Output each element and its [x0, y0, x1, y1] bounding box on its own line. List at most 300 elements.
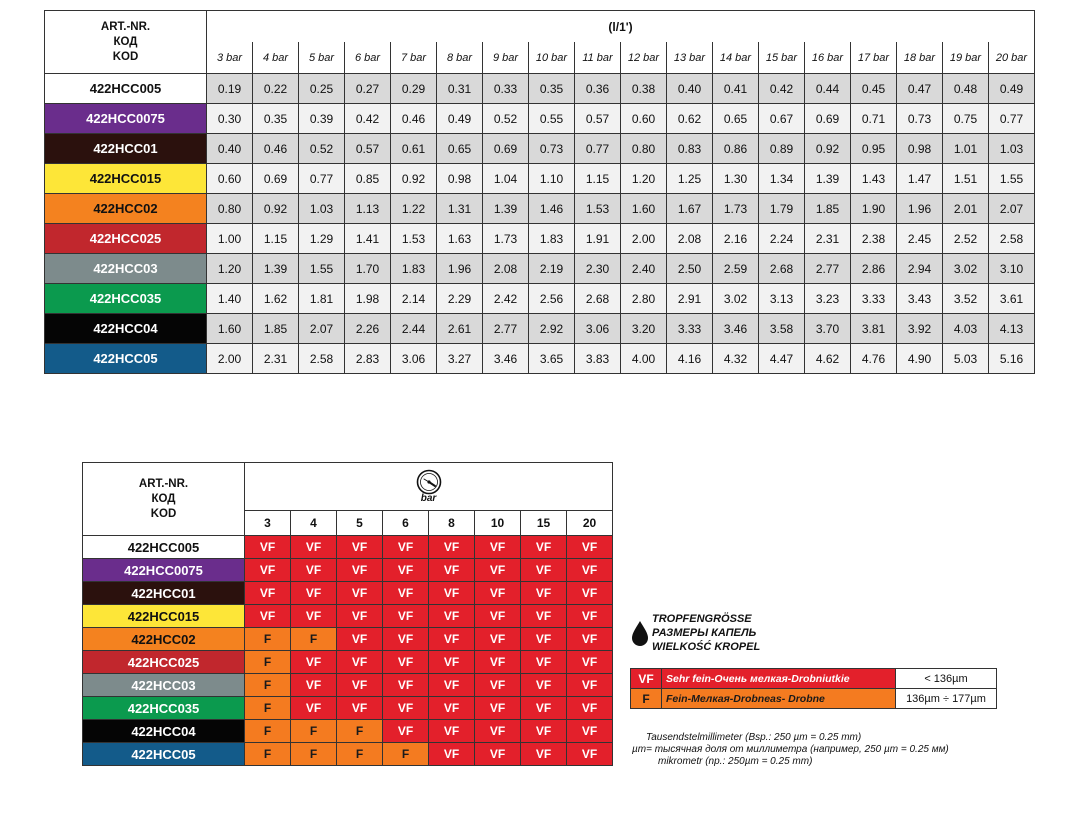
drop-size-cell: VF: [567, 651, 613, 674]
drop-size-cell: VF: [521, 628, 567, 651]
flow-value: 1.10: [529, 164, 575, 194]
drop-size-cell: VF: [429, 559, 475, 582]
flow-value: 0.31: [437, 74, 483, 104]
table-row: [45, 194, 1035, 224]
flow-value: 2.00: [621, 224, 667, 254]
flow-value: 2.07: [989, 194, 1035, 224]
flow-value: 2.56: [529, 284, 575, 314]
table-row: [83, 536, 613, 559]
flow-value: 2.58: [299, 344, 345, 374]
flow-value: 4.90: [897, 344, 943, 374]
drop-size-cell: VF: [383, 720, 429, 743]
table-row: [45, 74, 1035, 104]
drop-size-cell: F: [291, 743, 337, 766]
table-row: [45, 254, 1035, 284]
nozzle-code: 422HCC0075: [45, 104, 207, 134]
flow-value: 0.49: [989, 74, 1035, 104]
flow-value: 1.22: [391, 194, 437, 224]
flow-value: 2.58: [989, 224, 1035, 254]
drop-size-cell: F: [245, 720, 291, 743]
flow-value: 3.61: [989, 284, 1035, 314]
pressure-header: 13 bar: [667, 42, 713, 74]
flow-value: 3.70: [805, 314, 851, 344]
flow-value: 3.02: [943, 254, 989, 284]
gauge-unit-label: bar: [420, 492, 437, 504]
drop-size-cell: VF: [429, 720, 475, 743]
flow-value: 0.65: [713, 104, 759, 134]
flow-value: 0.92: [391, 164, 437, 194]
flow-value: 2.61: [437, 314, 483, 344]
table-row: [83, 559, 613, 582]
pressure-header: 5 bar: [299, 42, 345, 74]
flow-unit-header: (l/1'): [207, 11, 1035, 43]
flow-value: 0.71: [851, 104, 897, 134]
flow-value: 1.15: [253, 224, 299, 254]
pressure-header: 4: [291, 510, 337, 535]
pressure-header: 20: [567, 510, 613, 535]
flow-value: 1.79: [759, 194, 805, 224]
flow-value: 0.27: [345, 74, 391, 104]
drop-size-cell: VF: [567, 536, 613, 559]
flow-value: 3.58: [759, 314, 805, 344]
flow-value: 0.60: [207, 164, 253, 194]
table-row: [45, 344, 1035, 374]
flow-value: 4.47: [759, 344, 805, 374]
drop-size-cell: VF: [245, 536, 291, 559]
flow-value: 1.96: [437, 254, 483, 284]
flow-value: 2.24: [759, 224, 805, 254]
flow-value: 0.46: [253, 134, 299, 164]
pressure-header: 6 bar: [345, 42, 391, 74]
flow-value: 1.60: [207, 314, 253, 344]
drop-size-cell: VF: [337, 605, 383, 628]
flow-table-body: [45, 74, 1035, 374]
flow-value: 4.62: [805, 344, 851, 374]
flow-value: 4.32: [713, 344, 759, 374]
flow-value: 3.65: [529, 344, 575, 374]
code-header-line: КОД: [113, 35, 138, 48]
flow-value: 2.45: [897, 224, 943, 254]
flow-value: 2.19: [529, 254, 575, 284]
flow-value: 1.46: [529, 194, 575, 224]
flow-value: 1.04: [483, 164, 529, 194]
drop-size-cell: VF: [567, 582, 613, 605]
pressure-header: 9 bar: [483, 42, 529, 74]
flow-value: 0.35: [529, 74, 575, 104]
flow-value: 2.83: [345, 344, 391, 374]
flow-value: 0.92: [253, 194, 299, 224]
flow-value: 0.25: [299, 74, 345, 104]
flow-value: 0.44: [805, 74, 851, 104]
drop-size-cell: VF: [475, 628, 521, 651]
flow-value: 1.85: [253, 314, 299, 344]
drop-size-cell: VF: [429, 536, 475, 559]
drop-size-cell: VF: [383, 536, 429, 559]
flow-value: 1.25: [667, 164, 713, 194]
flow-value: 2.16: [713, 224, 759, 254]
nozzle-code: 422HCC005: [83, 536, 245, 559]
drop-size-cell: VF: [429, 651, 475, 674]
nozzle-code: 422HCC035: [83, 697, 245, 720]
code-header-line: ART.-NR.: [100, 20, 151, 33]
drop-size-cell: VF: [475, 536, 521, 559]
table-row: [45, 104, 1035, 134]
flow-value: 1.00: [207, 224, 253, 254]
flow-value: 2.14: [391, 284, 437, 314]
drop-size-cell: VF: [429, 582, 475, 605]
nozzle-code: 422HCC01: [45, 134, 207, 164]
flow-value: 1.01: [943, 134, 989, 164]
note-line: µm= тысячная доля от миллиметра (например, 250 µm = 0.25 мм): [632, 744, 949, 755]
nozzle-code: 422HCC0075: [83, 559, 245, 582]
drop-size-cell: F: [245, 697, 291, 720]
table-row: [45, 134, 1035, 164]
drop-size-cell: VF: [521, 605, 567, 628]
flow-value: 1.55: [989, 164, 1035, 194]
flow-value: 0.52: [483, 104, 529, 134]
flow-value: 0.69: [483, 134, 529, 164]
drop-size-cell: VF: [337, 628, 383, 651]
flow-value: 0.75: [943, 104, 989, 134]
table-row: [83, 674, 613, 697]
flow-value: 0.41: [713, 74, 759, 104]
flow-value: 0.73: [897, 104, 943, 134]
drop-size-cell: VF: [429, 628, 475, 651]
flow-value: 0.85: [345, 164, 391, 194]
drop-size-cell: VF: [567, 559, 613, 582]
nozzle-code: 422HCC025: [45, 224, 207, 254]
flow-value: 1.51: [943, 164, 989, 194]
flow-value: 1.60: [621, 194, 667, 224]
flow-value: 2.92: [529, 314, 575, 344]
legend-title-line: WIELKOŚĆ KROPEL: [652, 641, 761, 653]
table-row: [83, 605, 613, 628]
flow-value: 0.42: [345, 104, 391, 134]
flow-value: 3.13: [759, 284, 805, 314]
drop-size-cell: VF: [521, 651, 567, 674]
table-row: [83, 697, 613, 720]
flow-value: 2.52: [943, 224, 989, 254]
micrometer-note: [632, 732, 949, 768]
flow-value: 1.03: [299, 194, 345, 224]
drop-size-cell: VF: [475, 697, 521, 720]
drop-size-cell: F: [245, 651, 291, 674]
drop-size-cell: VF: [383, 697, 429, 720]
flow-value: 0.69: [253, 164, 299, 194]
flow-value: 1.81: [299, 284, 345, 314]
drop-size-cell: VF: [521, 720, 567, 743]
flow-value: 4.13: [989, 314, 1035, 344]
flow-value: 3.06: [575, 314, 621, 344]
table-row: [83, 720, 613, 743]
flow-value: 0.38: [621, 74, 667, 104]
drop-size-cell: VF: [521, 582, 567, 605]
flow-value: 4.16: [667, 344, 713, 374]
flow-value: 2.08: [483, 254, 529, 284]
flow-value: 3.46: [713, 314, 759, 344]
nozzle-code: 422HCC01: [83, 582, 245, 605]
flow-value: 0.52: [299, 134, 345, 164]
drop-size-cell: VF: [429, 697, 475, 720]
legend-title-line: РАЗМЕРЫ КАПЕЛЬ: [652, 627, 757, 639]
flow-value: 1.73: [483, 224, 529, 254]
flow-value: 0.69: [805, 104, 851, 134]
drop-size-cell: F: [245, 743, 291, 766]
flow-value: 1.15: [575, 164, 621, 194]
pressure-header: 14 bar: [713, 42, 759, 74]
legend-description: Fein-Мелкая-Drobneas- Drobne: [662, 689, 896, 709]
flow-value: 0.73: [529, 134, 575, 164]
flow-value: 1.73: [713, 194, 759, 224]
flow-value: 2.59: [713, 254, 759, 284]
drop-size-cell: VF: [337, 651, 383, 674]
flow-value: 2.68: [575, 284, 621, 314]
drop-size-cell: F: [383, 743, 429, 766]
code-column-header: [45, 11, 207, 74]
flow-value: 1.30: [713, 164, 759, 194]
flow-value: 2.80: [621, 284, 667, 314]
drop-size-cell: VF: [475, 674, 521, 697]
pressure-header: 18 bar: [897, 42, 943, 74]
flow-value: 1.96: [897, 194, 943, 224]
drop-size-cell: VF: [521, 697, 567, 720]
flow-value: 0.19: [207, 74, 253, 104]
flow-value: 0.30: [207, 104, 253, 134]
drop-table-body: [83, 536, 613, 766]
drop-size-cell: VF: [475, 720, 521, 743]
water-drop-icon: [630, 620, 650, 646]
drop-size-cell: VF: [475, 559, 521, 582]
flow-value: 0.47: [897, 74, 943, 104]
flow-rate-table: [44, 10, 1035, 374]
nozzle-code: 422HCC05: [83, 743, 245, 766]
code-column-header: [83, 463, 245, 536]
flow-value: 3.83: [575, 344, 621, 374]
pressure-header: 5: [337, 510, 383, 535]
drop-size-cell: VF: [429, 605, 475, 628]
legend-range: 136µm ÷ 177µm: [896, 689, 997, 709]
flow-value: 3.20: [621, 314, 667, 344]
flow-value: 2.08: [667, 224, 713, 254]
pressure-header: 20 bar: [989, 42, 1035, 74]
drop-size-cell: F: [291, 720, 337, 743]
flow-value: 2.38: [851, 224, 897, 254]
flow-value: 4.03: [943, 314, 989, 344]
flow-value: 0.46: [391, 104, 437, 134]
flow-value: 0.36: [575, 74, 621, 104]
flow-value: 0.33: [483, 74, 529, 104]
drop-size-cell: VF: [475, 651, 521, 674]
nozzle-code: 422HCC02: [83, 628, 245, 651]
flow-value: 0.62: [667, 104, 713, 134]
flow-value: 2.26: [345, 314, 391, 344]
flow-value: 1.43: [851, 164, 897, 194]
legend-abbr: F: [631, 689, 662, 709]
flow-value: 2.07: [299, 314, 345, 344]
flow-value: 2.40: [621, 254, 667, 284]
flow-value: 0.22: [253, 74, 299, 104]
table-row: [45, 224, 1035, 254]
drop-size-cell: F: [337, 720, 383, 743]
drop-size-cell: F: [291, 628, 337, 651]
table-row: [83, 582, 613, 605]
drop-size-cell: VF: [429, 674, 475, 697]
code-header-line: КОД: [151, 492, 176, 505]
drop-size-cell: VF: [383, 628, 429, 651]
flow-value: 1.90: [851, 194, 897, 224]
flow-value: 0.55: [529, 104, 575, 134]
nozzle-code: 422HCC015: [45, 164, 207, 194]
nozzle-code: 422HCC02: [45, 194, 207, 224]
note-line: Tausendstelmillimeter (Bsp.: 250 µm = 0.25 mm): [646, 732, 862, 743]
drop-size-cell: VF: [475, 743, 521, 766]
flow-value: 0.77: [575, 134, 621, 164]
nozzle-code: 422HCC035: [45, 284, 207, 314]
flow-value: 1.20: [207, 254, 253, 284]
drop-size-cell: VF: [567, 743, 613, 766]
flow-value: 4.76: [851, 344, 897, 374]
flow-value: 0.67: [759, 104, 805, 134]
flow-value: 0.57: [345, 134, 391, 164]
flow-value: 1.85: [805, 194, 851, 224]
pressure-header: 16 bar: [805, 42, 851, 74]
drop-size-cell: VF: [245, 605, 291, 628]
flow-value: 1.31: [437, 194, 483, 224]
nozzle-code: 422HCC04: [83, 720, 245, 743]
pressure-header: 3 bar: [207, 42, 253, 74]
flow-value: 1.62: [253, 284, 299, 314]
flow-value: 0.65: [437, 134, 483, 164]
drop-size-cell: VF: [383, 559, 429, 582]
drop-size-cell: VF: [245, 582, 291, 605]
drop-size-cell: VF: [567, 605, 613, 628]
flow-value: 1.53: [575, 194, 621, 224]
flow-value: 3.33: [667, 314, 713, 344]
flow-value: 0.98: [897, 134, 943, 164]
drop-size-cell: VF: [291, 559, 337, 582]
flow-value: 3.10: [989, 254, 1035, 284]
flow-value: 3.33: [851, 284, 897, 314]
flow-value: 1.40: [207, 284, 253, 314]
drop-size-cell: VF: [567, 674, 613, 697]
flow-value: 0.35: [253, 104, 299, 134]
flow-value: 1.53: [391, 224, 437, 254]
flow-value: 3.52: [943, 284, 989, 314]
code-header-line: KOD: [112, 50, 139, 63]
drop-size-cell: VF: [383, 651, 429, 674]
drop-size-cell: VF: [429, 743, 475, 766]
pressure-header: 4 bar: [253, 42, 299, 74]
drop-size-cell: VF: [567, 720, 613, 743]
flow-value: 1.13: [345, 194, 391, 224]
flow-value: 5.03: [943, 344, 989, 374]
drop-size-cell: VF: [291, 697, 337, 720]
drop-size-legend-title: [630, 612, 760, 654]
drop-size-cell: VF: [291, 582, 337, 605]
flow-value: 1.41: [345, 224, 391, 254]
drop-size-cell: VF: [245, 559, 291, 582]
pressure-header: 7 bar: [391, 42, 437, 74]
table-row: [45, 314, 1035, 344]
flow-value: 0.86: [713, 134, 759, 164]
drop-size-cell: VF: [337, 674, 383, 697]
nozzle-code: 422HCC005: [45, 74, 207, 104]
legend-row-f: [631, 689, 997, 709]
flow-value: 0.83: [667, 134, 713, 164]
pressure-header: 19 bar: [943, 42, 989, 74]
pressure-gauge-icon: [416, 469, 442, 495]
nozzle-code: 422HCC015: [83, 605, 245, 628]
drop-size-cell: VF: [291, 674, 337, 697]
table-row: [83, 743, 613, 766]
table-row: [45, 284, 1035, 314]
drop-size-cell: VF: [521, 674, 567, 697]
pressure-header: 3: [245, 510, 291, 535]
flow-value: 0.92: [805, 134, 851, 164]
pressure-header: 10 bar: [529, 42, 575, 74]
legend-abbr: VF: [631, 669, 662, 689]
flow-value: 2.77: [483, 314, 529, 344]
flow-value: 2.86: [851, 254, 897, 284]
flow-value: 2.50: [667, 254, 713, 284]
flow-value: 1.39: [253, 254, 299, 284]
legend-title-line: TROPFENGRÖSSE: [652, 613, 752, 625]
flow-value: 2.01: [943, 194, 989, 224]
drop-size-cell: VF: [475, 582, 521, 605]
drop-size-cell: VF: [291, 651, 337, 674]
pressure-header: 15: [521, 510, 567, 535]
flow-value: 1.29: [299, 224, 345, 254]
pressure-header: 8: [429, 510, 475, 535]
flow-value: 2.44: [391, 314, 437, 344]
legend-range: < 136µm: [896, 669, 997, 689]
nozzle-code: 422HCC03: [45, 254, 207, 284]
flow-value: 2.68: [759, 254, 805, 284]
flow-value: 1.63: [437, 224, 483, 254]
drop-size-legend: [630, 668, 997, 709]
drop-size-cell: VF: [383, 605, 429, 628]
nozzle-code: 422HCC04: [45, 314, 207, 344]
flow-value: 2.31: [253, 344, 299, 374]
drop-size-cell: F: [245, 628, 291, 651]
drop-size-cell: VF: [291, 536, 337, 559]
flow-value: 0.39: [299, 104, 345, 134]
legend-description: Sehr fein-Очень мелкая-Drobniutkie: [662, 669, 896, 689]
drop-size-cell: VF: [337, 697, 383, 720]
drop-size-cell: VF: [383, 582, 429, 605]
flow-value: 2.94: [897, 254, 943, 284]
drop-size-cell: VF: [383, 674, 429, 697]
flow-value: 0.29: [391, 74, 437, 104]
flow-value: 1.39: [805, 164, 851, 194]
flow-value: 0.98: [437, 164, 483, 194]
note-line: mikrometr (np.: 250µm = 0.25 mm): [658, 756, 813, 767]
flow-value: 0.42: [759, 74, 805, 104]
flow-value: 1.55: [299, 254, 345, 284]
table-row: [83, 628, 613, 651]
drop-size-table: [82, 462, 613, 766]
flow-value: 1.67: [667, 194, 713, 224]
flow-value: 3.46: [483, 344, 529, 374]
legend-row-vf: [631, 669, 997, 689]
flow-value: 0.89: [759, 134, 805, 164]
flow-value: 5.16: [989, 344, 1035, 374]
flow-value: 2.77: [805, 254, 851, 284]
flow-value: 2.29: [437, 284, 483, 314]
drop-size-cell: F: [245, 674, 291, 697]
flow-value: 3.02: [713, 284, 759, 314]
nozzle-code: 422HCC05: [45, 344, 207, 374]
